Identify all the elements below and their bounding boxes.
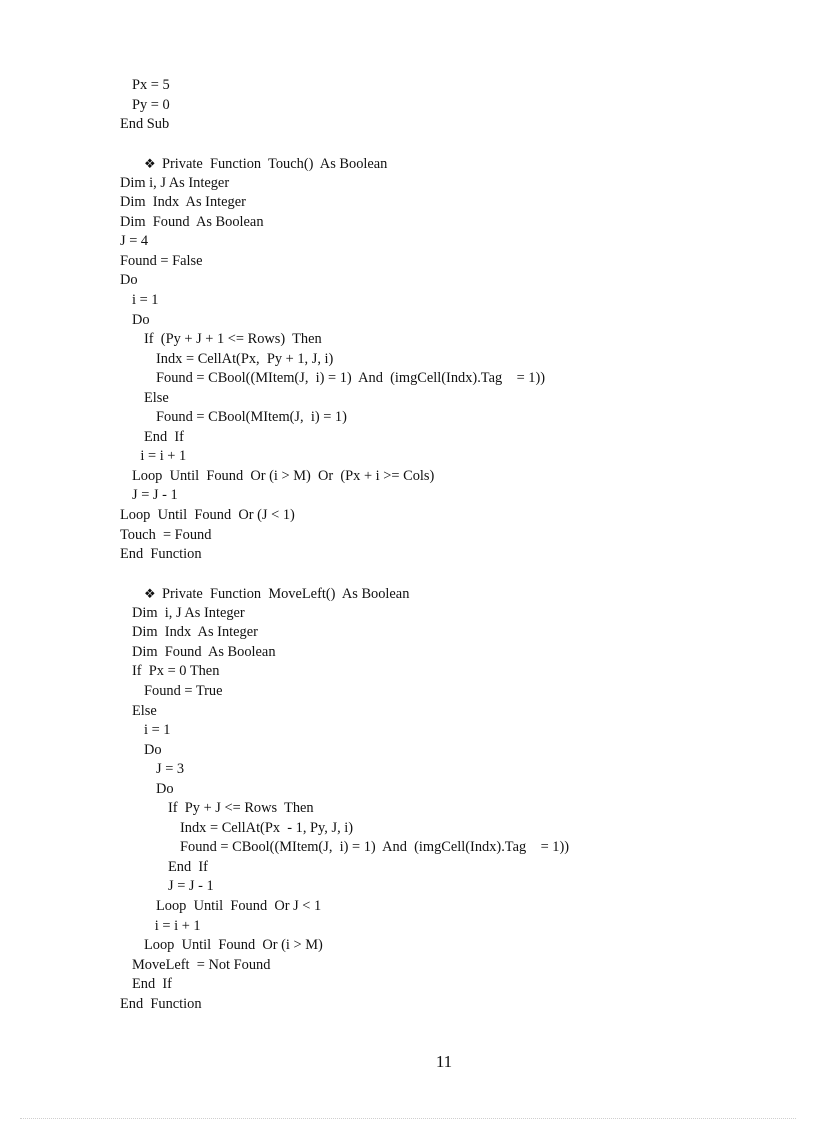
- code-text: Touch = Found: [120, 526, 212, 543]
- code-line: [120, 115, 569, 135]
- code-line: [120, 975, 569, 995]
- code-text: Dim i, J As Integer: [132, 604, 245, 621]
- code-text: If Py + J <= Rows Then: [168, 800, 314, 817]
- code-text: End Function: [120, 546, 202, 563]
- code-text: Indx = CellAt(Px, Py + 1, J, i): [156, 350, 334, 367]
- code-text: i = 1: [144, 722, 171, 739]
- code-text: Py = 0: [132, 96, 170, 113]
- code-text: If Px = 0 Then: [132, 663, 220, 680]
- code-line: [120, 819, 569, 839]
- code-text: J = J - 1: [132, 487, 178, 504]
- code-line: [120, 897, 569, 917]
- code-line: [120, 96, 569, 116]
- code-text: Found = CBool(MItem(J, i) = 1): [156, 409, 347, 426]
- code-line: [120, 447, 569, 467]
- code-text: Found = CBool((MItem(J, i) = 1) And (imgCell(Indx).Tag = 1)): [180, 839, 570, 856]
- function-heading-line: [120, 584, 569, 604]
- code-line: [120, 565, 569, 585]
- code-line: [120, 311, 569, 331]
- code-text: i = 1: [132, 292, 159, 309]
- code-line: [120, 721, 569, 741]
- code-line: [120, 428, 569, 448]
- code-text: Found = False: [120, 252, 203, 269]
- code-text: i = i + 1: [140, 448, 187, 465]
- code-text: i = i + 1: [154, 917, 201, 934]
- code-line: [120, 135, 569, 155]
- code-line: [120, 858, 569, 878]
- code-line: [120, 193, 569, 213]
- code-text: Dim Indx As Integer: [132, 624, 258, 641]
- code-text: Dim Found As Boolean: [120, 213, 264, 230]
- code-line: [120, 760, 569, 780]
- code-line: [120, 956, 569, 976]
- code-text: End If: [144, 428, 184, 445]
- code-text: Do: [120, 272, 138, 289]
- code-text: Loop Until Found Or (i > M): [144, 937, 323, 954]
- code-text: Loop Until Found Or (i > M) Or (Px + i >= Cols): [132, 467, 435, 484]
- code-line: [120, 506, 569, 526]
- code-line: [120, 389, 569, 409]
- code-text: End Function: [120, 995, 202, 1012]
- code-line: [120, 291, 569, 311]
- code-text: MoveLeft = Not Found: [132, 956, 271, 973]
- code-text: J = 4: [120, 233, 149, 250]
- code-text: Indx = CellAt(Px - 1, Py, J, i): [180, 819, 354, 836]
- code-line: [120, 369, 569, 389]
- code-line: [120, 408, 569, 428]
- code-line: [120, 330, 569, 350]
- code-text: End Sub: [120, 116, 170, 133]
- code-line: [120, 838, 569, 858]
- code-line: [120, 486, 569, 506]
- code-line: [120, 780, 569, 800]
- code-line: [120, 526, 569, 546]
- code-text: Loop Until Found Or J < 1: [156, 897, 322, 914]
- code-line: [120, 232, 569, 252]
- code-line: [120, 702, 569, 722]
- code-text: Dim i, J As Integer: [120, 174, 230, 191]
- code-line: [120, 604, 569, 624]
- code-text: J = 3: [156, 761, 185, 778]
- code-line: [120, 76, 569, 96]
- code-line: [120, 662, 569, 682]
- code-line: [120, 350, 569, 370]
- code-line: [120, 877, 569, 897]
- code-line: [120, 741, 569, 761]
- code-text: Else: [144, 389, 169, 406]
- code-line: [120, 174, 569, 194]
- code-line: [120, 252, 569, 272]
- function-heading-line: [120, 154, 569, 174]
- code-line: [120, 917, 569, 937]
- code-line: [120, 213, 569, 233]
- code-line: [120, 995, 569, 1015]
- code-line: [120, 271, 569, 291]
- code-line: [120, 623, 569, 643]
- code-text: J = J - 1: [168, 878, 214, 895]
- code-line: [120, 682, 569, 702]
- code-text: Else: [132, 702, 157, 719]
- code-line: [120, 643, 569, 663]
- code-text: Do: [156, 780, 174, 797]
- code-text: Do: [132, 311, 150, 328]
- code-line: [120, 936, 569, 956]
- code-text: End If: [168, 858, 208, 875]
- diamond-bullet-icon: ❖: [144, 586, 156, 602]
- code-listing: [120, 76, 569, 1014]
- code-line: [120, 799, 569, 819]
- code-line: [120, 467, 569, 487]
- code-text: Found = True: [144, 682, 223, 699]
- code-text: Loop Until Found Or (J < 1): [120, 507, 295, 524]
- code-text: Private Function MoveLeft() As Boolean: [162, 586, 410, 603]
- page-bottom-rule: [20, 1118, 796, 1119]
- code-line: [120, 545, 569, 565]
- code-text: Private Function Touch() As Boolean: [162, 156, 388, 173]
- code-text: Do: [144, 741, 162, 758]
- code-text: Dim Found As Boolean: [132, 643, 276, 660]
- code-text: If (Py + J + 1 <= Rows) Then: [144, 331, 322, 348]
- code-text: Dim Indx As Integer: [120, 194, 246, 211]
- page-number: 11: [435, 1052, 453, 1071]
- code-text: Px = 5: [132, 77, 170, 93]
- code-text: End If: [132, 976, 172, 993]
- diamond-bullet-icon: ❖: [144, 156, 156, 172]
- code-text: Found = CBool((MItem(J, i) = 1) And (imgCell(Indx).Tag = 1)): [156, 370, 546, 387]
